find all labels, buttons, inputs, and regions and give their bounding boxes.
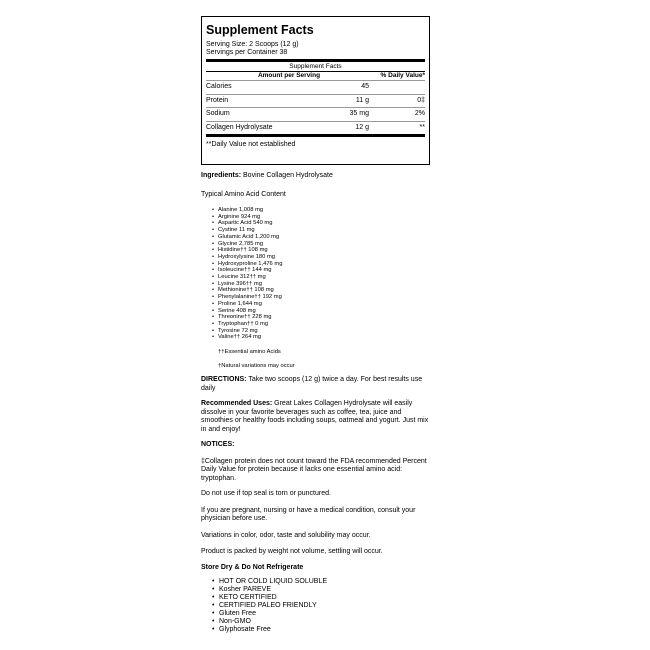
list-item: • Phenylalanine†† 192 mg xyxy=(218,294,433,301)
amino-list xyxy=(201,207,433,341)
list-item: • Tyrosine 72 mg xyxy=(218,328,433,335)
directions xyxy=(201,376,433,393)
row-name: Collagen Hydrolysate xyxy=(206,123,273,131)
list-item: • Glutamic Acid 1,200 mg xyxy=(218,234,433,241)
col-dv-header: % Daily Value* xyxy=(380,72,425,79)
list-item: • Lysine 396†† mg xyxy=(218,281,433,288)
supplement-facts-panel xyxy=(201,16,430,165)
list-item: • Methionine†† 108 mg xyxy=(218,287,433,294)
list-item: • Tryptophan†† 0 mg xyxy=(218,321,433,328)
row-name: Sodium xyxy=(206,110,230,117)
ingredients-label: Ingredients: xyxy=(201,172,242,179)
ingredients-text: Bovine Collagen Hydrolysate xyxy=(241,172,333,179)
list-item: • Glycine 2,785 mg xyxy=(218,241,433,248)
list-item: • Threonine†† 228 mg xyxy=(218,314,433,321)
notice-variations: Variations in color, odor, taste and solubility may occur. xyxy=(201,531,371,539)
label-text xyxy=(201,172,433,634)
list-item: • Glyphosate Free xyxy=(219,626,433,634)
row-dv: 0‡ xyxy=(417,96,425,104)
directions-text: Take two scoops (12 g) twice a day. For best results use daily xyxy=(201,376,423,392)
list-item: • Cystine 11 mg xyxy=(218,227,433,234)
feature-list xyxy=(201,578,433,634)
list-item: • Arginine 924 mg xyxy=(218,214,433,221)
list-item: • Hydroxylysine 180 mg xyxy=(218,254,433,261)
notice-pregnant: If you are pregnant, nursing or have a medical condition, consult your physician before use. xyxy=(201,506,416,523)
col-amount-header: Amount per Serving xyxy=(257,72,321,79)
serving-size: Serving Size: 2 Scoops (12 g) xyxy=(206,41,299,48)
table-row xyxy=(206,80,425,94)
store-title: Store Dry & Do Not Refrigerate xyxy=(201,563,304,571)
list-item: • Aspartic Acid 540 mg xyxy=(218,220,433,227)
row-name: Calories xyxy=(206,83,232,90)
amino-title: Typical Amino Acid Content xyxy=(201,190,286,198)
ingredients xyxy=(201,172,433,181)
servings-per-container: Servings per Container 38 xyxy=(206,49,288,56)
list-item: • Alanine 1,008 mg xyxy=(218,207,433,214)
list-item: • Proline 1,644 mg xyxy=(218,301,433,308)
directions-label: DIRECTIONS: xyxy=(201,376,247,384)
table-header xyxy=(206,71,425,80)
notice-seal: Do not use if top seal is torn or punctured. xyxy=(201,490,331,498)
row-amount: 11 g xyxy=(355,96,369,104)
row-name: Protein xyxy=(206,96,229,104)
table-row xyxy=(206,94,425,108)
list-item: • KETO CERTIFIED xyxy=(219,594,433,602)
list-item: • Valine†† 264 mg xyxy=(218,334,433,341)
uses-label: Recommended Uses: xyxy=(201,400,273,408)
row-dv: 2% xyxy=(414,110,425,117)
list-item: • Kosher PAREVE xyxy=(219,586,433,594)
notice-packed: Product is packed by weight not volume, settling will occur. xyxy=(201,548,383,556)
row-amount: 12 g xyxy=(355,123,369,131)
panel-title: Supplement Facts xyxy=(206,23,314,37)
amino-note-essential: ††Essential amino Acids xyxy=(218,349,281,356)
list-item: • CERTIFIED PALEO FRIENDLY xyxy=(219,602,433,610)
table-row xyxy=(206,107,425,121)
notices-title: NOTICES: xyxy=(201,441,235,449)
amino-note-variations: †Natural variations may occur xyxy=(218,362,295,369)
list-item: • Isoleucine†† 144 mg xyxy=(218,267,433,274)
table-caption: Supplement Facts xyxy=(289,63,342,70)
list-item: • Serine 408 mg xyxy=(218,308,433,315)
panel-footnote: **Daily Value not established xyxy=(206,141,296,148)
row-dv: ** xyxy=(419,123,425,131)
thick-divider xyxy=(206,59,425,62)
list-item: • Histidine†† 108 mg xyxy=(218,247,433,254)
uses-text: Great Lakes Collagen Hydrolysate will easily dissolve in your favorite beverages such as coffee, tea, juice and smoothies or healthy foods including soups, oatmeal and yogurt. Just mix in and enjoy! xyxy=(201,400,429,433)
list-item: • Leucine 312†† mg xyxy=(218,274,433,281)
list-item: • Gluten Free xyxy=(219,610,433,618)
table-row xyxy=(206,121,425,138)
row-amount: 35 mg xyxy=(349,110,369,117)
list-item: • Hydroxyproline 1,476 mg xyxy=(218,261,433,268)
row-dv xyxy=(374,81,425,94)
notice-fda: ‡Collagen protein does not count toward the FDA recommended Percent Daily Value for protein because it lacks one essential amino acid: tryptophan. xyxy=(201,457,427,482)
row-amount: 45 xyxy=(361,83,369,90)
list-item: • HOT OR COLD LIQUID SOLUBLE xyxy=(219,578,433,586)
recommended-uses xyxy=(201,400,433,434)
list-item: • Non-GMO xyxy=(219,618,433,626)
